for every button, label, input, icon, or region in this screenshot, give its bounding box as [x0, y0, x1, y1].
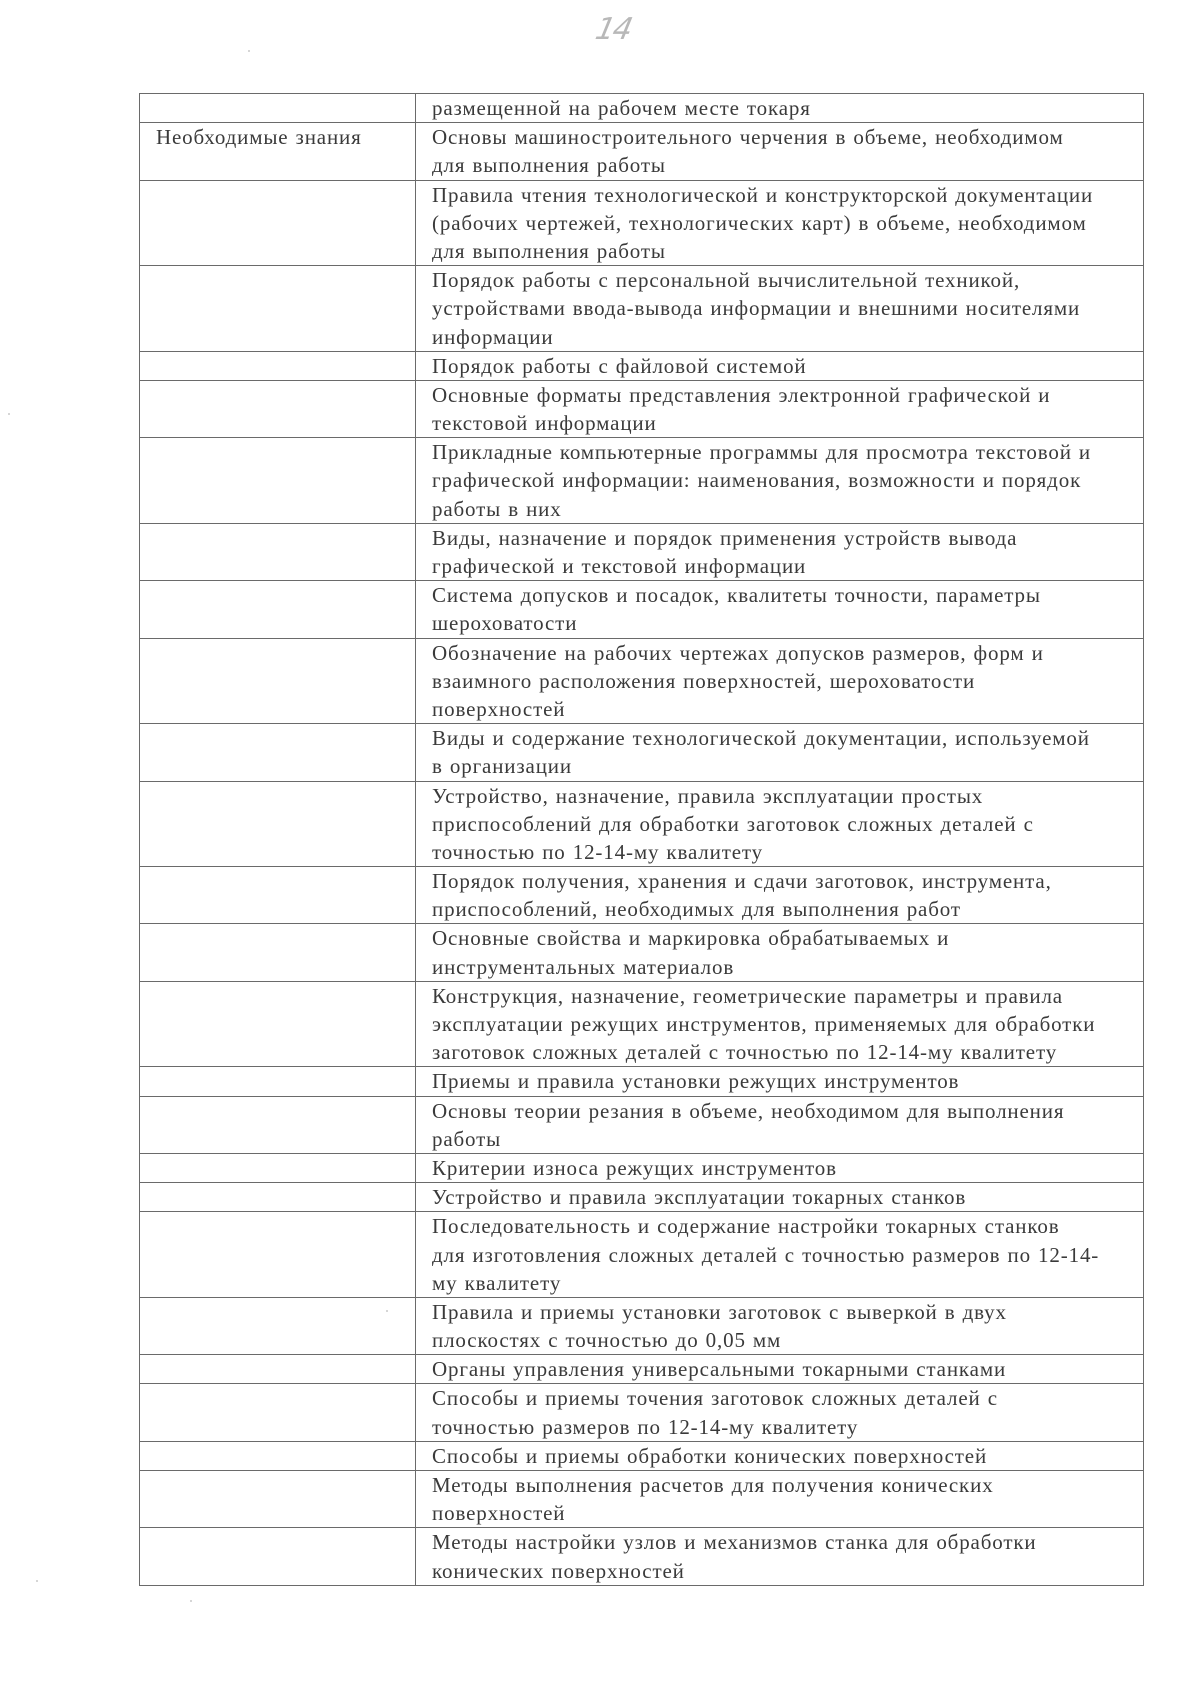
knowledge-item-text-line: му квалитету — [432, 1270, 562, 1295]
knowledge-item-cell — [416, 924, 1144, 981]
knowledge-item-cell — [416, 1153, 1144, 1182]
table-row — [140, 380, 1144, 437]
knowledge-item-text-line: приспособлений, необходимых для выполнения работ — [432, 897, 961, 922]
table-row — [140, 94, 1144, 123]
table-row — [140, 1384, 1144, 1441]
knowledge-item-text-line: Порядок работы с персональной вычислительной техникой, — [432, 268, 1021, 293]
row-label-cell — [140, 523, 416, 580]
table-row — [140, 266, 1144, 352]
table-row — [140, 1067, 1144, 1096]
knowledge-item-text-line: графической информации: наименования, возможности и порядок — [432, 468, 1082, 493]
knowledge-item-text-line: Основы машиностроительного черчения в объеме, необходимом — [432, 125, 1064, 150]
row-label-cell — [140, 1067, 416, 1096]
knowledge-item-cell — [416, 981, 1144, 1067]
knowledge-item-cell — [416, 266, 1144, 352]
knowledge-item-cell — [416, 123, 1144, 180]
row-label-cell — [140, 351, 416, 380]
knowledge-item-cell — [416, 1471, 1144, 1528]
knowledge-item-text-line: для изготовления сложных деталей с точностью размеров по 12-14- — [432, 1242, 1100, 1267]
knowledge-item-text-line: (рабочих чертежей, технологических карт) в объеме, необходимом — [432, 210, 1087, 235]
table-row — [140, 1528, 1144, 1585]
knowledge-item-text-line: Правила чтения технологической и конструкторской документации — [432, 182, 1094, 207]
knowledge-item-text-line: размещенной на рабочем месте токаря — [432, 96, 811, 120]
row-label-cell — [140, 1183, 416, 1212]
table-row — [140, 123, 1144, 180]
knowledge-item-cell — [416, 523, 1144, 580]
table-row — [140, 351, 1144, 380]
knowledge-item-text-line: Способы и приемы обработки конических поверхностей — [432, 1443, 988, 1468]
knowledge-item-text-line: в организации — [432, 754, 572, 779]
knowledge-item-text-line: Методы выполнения расчетов для получения конических — [432, 1473, 994, 1497]
knowledge-item-text-line: поверхностей — [432, 696, 566, 721]
knowledge-item-cell — [416, 1355, 1144, 1384]
row-label-cell — [140, 1384, 416, 1441]
knowledge-item-cell — [416, 1067, 1144, 1096]
knowledge-item-text-line: Основные форматы представления электронной графической и — [432, 382, 1051, 407]
row-label-cell — [140, 438, 416, 524]
knowledge-item-text-line: работы в них — [432, 496, 562, 521]
knowledge-item-cell — [416, 724, 1144, 781]
knowledge-item-text-line: Органы управления универсальными токарными станками — [432, 1357, 1007, 1382]
row-label-cell — [140, 781, 416, 867]
scan-speck — [8, 413, 10, 415]
table-row — [140, 724, 1144, 781]
knowledge-item-text-line: Критерии износа режущих инструментов — [432, 1155, 837, 1180]
knowledge-item-text-line: Конструкция, назначение, геометрические параметры и правила — [432, 983, 1063, 1008]
knowledge-item-text-line: Приемы и правила установки режущих инструментов — [432, 1069, 960, 1094]
table-row — [140, 1471, 1144, 1528]
row-label-cell — [140, 1355, 416, 1384]
row-label-cell — [140, 94, 416, 123]
row-label-cell — [140, 123, 416, 180]
knowledge-item-cell — [416, 781, 1144, 867]
knowledge-item-text-line: инструментальных материалов — [432, 954, 735, 979]
knowledge-item-text-line: Основные свойства и маркировка обрабатываемых и — [432, 926, 950, 951]
table-row — [140, 924, 1144, 981]
knowledge-item-text-line: Система допусков и посадок, квалитеты точности, параметры — [432, 583, 1041, 608]
knowledge-item-cell — [416, 1183, 1144, 1212]
knowledge-item-cell — [416, 581, 1144, 638]
knowledge-item-text-line: Прикладные компьютерные программы для просмотра текстовой и — [432, 440, 1092, 465]
row-label-cell — [140, 1471, 416, 1528]
knowledge-item-text-line: для выполнения работы — [432, 238, 666, 263]
scan-speck — [386, 1310, 388, 1312]
knowledge-item-text-line: поверхностей — [432, 1501, 566, 1526]
row-label-cell — [140, 867, 416, 924]
row-label-cell — [140, 1297, 416, 1354]
row-label-cell — [140, 924, 416, 981]
knowledge-item-text-line: Основы теории резания в объеме, необходимом для выполнения — [432, 1098, 1065, 1123]
knowledge-item-cell — [416, 438, 1144, 524]
knowledge-item-text-line: информации — [432, 324, 554, 349]
row-label-cell — [140, 380, 416, 437]
knowledge-item-text-line: Методы настройки узлов и механизмов станка для обработки — [432, 1530, 1037, 1555]
knowledge-item-cell — [416, 94, 1144, 123]
row-label-cell — [140, 1153, 416, 1182]
table-row — [140, 438, 1144, 524]
knowledge-item-cell — [416, 867, 1144, 924]
knowledge-item-text-line: Порядок работы с файловой системой — [432, 353, 807, 378]
row-label-cell — [140, 1441, 416, 1470]
table-row — [140, 1355, 1144, 1384]
row-label-cell — [140, 266, 416, 352]
table-body — [140, 94, 1144, 1586]
knowledge-item-cell — [416, 1212, 1144, 1298]
row-label-cell — [140, 180, 416, 266]
table-row — [140, 867, 1144, 924]
table-row — [140, 1441, 1144, 1470]
row-label-cell — [140, 581, 416, 638]
knowledge-item-cell — [416, 1096, 1144, 1153]
knowledge-item-text-line: приспособлений для обработки заготовок сложных деталей с — [432, 811, 1034, 836]
row-label-cell — [140, 1528, 416, 1585]
knowledge-item-text-line: заготовок сложных деталей с точностью по 12-14-му квалитету — [432, 1040, 1058, 1065]
table-row — [140, 1212, 1144, 1298]
scan-speck — [36, 1580, 38, 1582]
knowledge-item-text-line: Виды и содержание технологической документации, используемой — [432, 726, 1090, 751]
knowledge-item-text-line: графической и текстовой информации — [432, 554, 807, 578]
knowledge-item-cell — [416, 351, 1144, 380]
row-label-cell — [140, 638, 416, 724]
table-row — [140, 1183, 1144, 1212]
knowledge-item-text-line: для выполнения работы — [432, 153, 666, 178]
knowledge-item-text-line: работы — [432, 1126, 502, 1151]
knowledge-item-cell — [416, 1384, 1144, 1441]
required-knowledge-table — [139, 93, 1144, 1586]
knowledge-item-text-line: Устройство и правила эксплуатации токарных станков — [432, 1185, 967, 1210]
knowledge-item-text-line: конических поверхностей — [432, 1558, 685, 1583]
knowledge-item-text-line: Устройство, назначение, правила эксплуатации простых — [432, 783, 984, 808]
knowledge-item-cell — [416, 1528, 1144, 1585]
knowledge-item-text-line: эксплуатации режущих инструментов, применяемых для обработки — [432, 1012, 1096, 1036]
knowledge-item-text-line: взаимного расположения поверхностей, шероховатости — [432, 668, 976, 693]
knowledge-item-cell — [416, 180, 1144, 266]
knowledge-item-cell — [416, 1441, 1144, 1470]
knowledge-item-cell — [416, 1297, 1144, 1354]
scan-speck — [248, 50, 250, 52]
table-row — [140, 1096, 1144, 1153]
row-label-cell — [140, 981, 416, 1067]
table-row — [140, 523, 1144, 580]
knowledge-item-text-line: Последовательность и содержание настройки токарных станков — [432, 1214, 1060, 1239]
knowledge-item-text-line: Виды, назначение и порядок применения устройств вывода — [432, 525, 1018, 550]
knowledge-item-text-line: Порядок получения, хранения и сдачи заготовок, инструмента, — [432, 869, 1052, 894]
knowledge-item-text-line: Правила и приемы установки заготовок с выверкой в двух — [432, 1299, 1007, 1324]
knowledge-item-text-line: шероховатости — [432, 611, 578, 636]
handwritten-page-number: 14 — [592, 12, 634, 47]
table-row — [140, 638, 1144, 724]
scan-speck — [190, 1600, 192, 1602]
table-row — [140, 981, 1144, 1067]
table-row — [140, 180, 1144, 266]
row-label-cell — [140, 724, 416, 781]
knowledge-item-text-line: плоскостях с точностью до 0,05 мм — [432, 1328, 782, 1353]
knowledge-item-cell — [416, 380, 1144, 437]
table-row — [140, 581, 1144, 638]
table-row — [140, 1297, 1144, 1354]
section-label: Необходимые знания — [156, 125, 362, 150]
row-label-cell — [140, 1212, 416, 1298]
knowledge-item-cell — [416, 638, 1144, 724]
knowledge-item-text-line: текстовой информации — [432, 411, 657, 436]
table-row — [140, 1153, 1144, 1182]
table-row — [140, 781, 1144, 867]
knowledge-item-text-line: Способы и приемы точения заготовок сложных деталей с — [432, 1386, 998, 1411]
row-label-cell — [140, 1096, 416, 1153]
knowledge-item-text-line: точностью размеров по 12-14-му квалитету — [432, 1414, 859, 1439]
knowledge-item-text-line: Обозначение на рабочих чертежах допусков размеров, форм и — [432, 640, 1044, 665]
knowledge-item-text-line: устройствами ввода-вывода информации и внешними носителями — [432, 296, 1081, 321]
knowledge-item-text-line: точностью по 12-14-му квалитету — [432, 839, 764, 864]
